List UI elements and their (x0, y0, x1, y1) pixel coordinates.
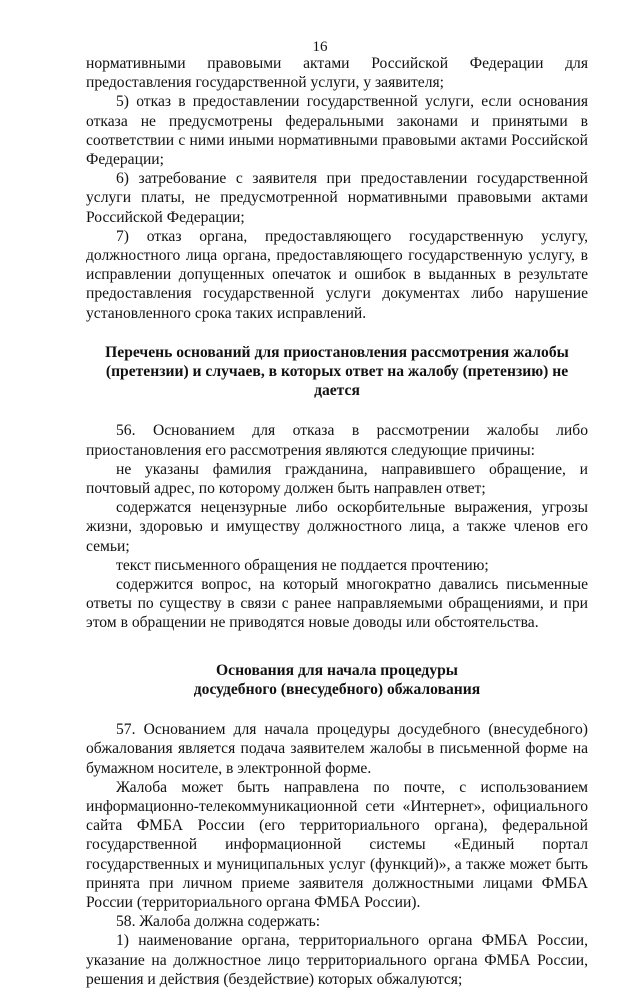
list-item: 6) затребование с заявителя при предоставлении государственной услуги платы, не предусмотренной нормативными правовыми актами Российской Федерации; (86, 170, 588, 226)
paragraph: Жалоба может быть направлена по почте, с использованием информационно-телекоммуникационной сети «Интернет», официального сайта ФМБА России (его территориального органа), федеральной государственной информационной системы «Единый портал государственных и муниципальных услуг (функций)», а также может быть принята при личном приеме заявителя должностными лицами ФМБА России (территориального органа ФМБА России). (86, 778, 588, 911)
section-heading (86, 661, 588, 699)
heading-line: Основания для начала процедуры (216, 661, 458, 679)
list-item: содержатся нецензурные либо оскорбительные выражения, угрозы жизни, здоровью и имуществу должностного лица, а также членов его семьи; (86, 499, 588, 555)
paragraph: 57. Основанием для начала процедуры досудебного (внесудебного) обжалования является подача заявителем жалобы в письменной форме на бумажном носителе, в электронной форме. (86, 721, 588, 777)
list-item: 1) наименование органа, территориального органа ФМБА России, указание на должностное лицо территориального органа ФМБА России, решения и действия (бездействие) которых обжалуются; (86, 932, 588, 988)
page-number: 16 (312, 39, 328, 55)
list-item: содержится вопрос, на который многократно давались письменные ответы по существу в связи с ранее направляемыми обращениями, и при этом в обращении не приводятся новые доводы или обстоятельства. (86, 576, 588, 632)
section-heading (86, 343, 588, 401)
heading-line: досудебного (внесудебного) обжалования (193, 680, 481, 698)
document-body (86, 54, 588, 989)
list-item: 5) отказ в предоставлении государственной услуги, если основания отказа не предусмотрены федеральными законами и принятыми в соответствии с ними иными нормативными правовыми актами Российской Федерации; (86, 93, 588, 169)
paragraph: нормативными правовыми актами Российской Федерации для предоставления государственной услуги, у заявителя; (86, 55, 588, 92)
list-item: 7) отказ органа, предоставляющего государственную услугу, должностного лица органа, предоставляющего государственную услугу, в исправлении допущенных опечаток и ошибок в выданных в результате предоставления государственной услуги документах либо нарушение установленного срока таких исправлений. (86, 227, 588, 322)
paragraph: 56. Основанием для отказа в рассмотрении жалобы либо приостановления его рассмотрения являются следующие причины: (86, 422, 588, 459)
heading-line: (претензии) и случаев, в которых ответ на жалобу (претензию) не дается (105, 363, 569, 400)
list-item: не указаны фамилия гражданина, направившего обращение, и почтовый адрес, по которому должен быть направлен ответ; (86, 460, 588, 498)
list-item: текст письменного обращения не поддается прочтению; (116, 556, 489, 574)
paragraph: 58. Жалоба должна содержать: (116, 913, 321, 931)
heading-line: Перечень оснований для приостановления рассмотрения жалобы (105, 343, 569, 361)
